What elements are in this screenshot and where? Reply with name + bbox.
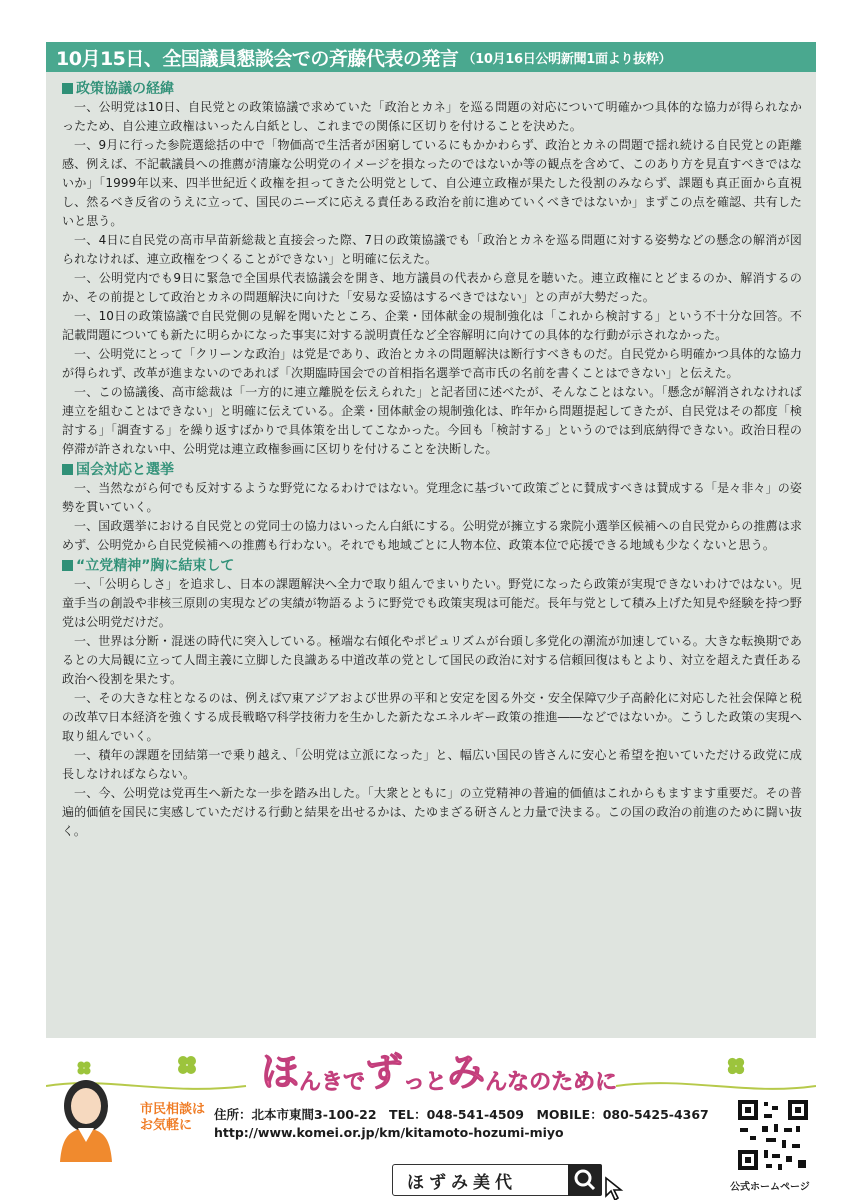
paragraph: 一、国政選挙における自民党との党同士の協力はいったん白紙にする。公明党が擁立する衆院小選挙区候補への自民党からの推薦は求めず、公明党から自民党候補への推薦も行わない。それでも地域ごとに人物本位、政策本位で応援できる地域も少なくないと思う。 [62,519,802,552]
clover-icon [726,1056,746,1076]
paragraph: 一、4日に自民党の高市早苗新総裁と直接会った際、7日の政策協議でも「政治とカネを巡る問題に対する姿勢などの懸念の解消が図られなければ、連立政権をつくることができない」と明確に伝えた。 [62,233,802,266]
header-bar [46,42,816,72]
section-heading: “立党精神”胸に結束して [62,557,802,575]
candidate-illustration [48,1066,138,1162]
square-bullet-icon [62,560,73,571]
page-title: 10月15日、全国議員懇談会での斉藤代表の発言 [56,47,459,70]
square-bullet-icon [62,464,73,475]
paragraph: 一、この協議後、高市総裁は「一方的に連立離脱を伝えられた」と記者団に述べたが、そんなことはない。「懸念が解消されなければ連立を組むことはできない」と明確に伝えている。企業・団体献金の規制強化は、昨年から問題提起してきたが、自民党はその都度「検討する」「調査する」を繰り返すばかりで具体策を出してこなかった。今回も「検討する」というのでは到底納得できない。政治日程の停滞が許されない中、公明党は連立政権参画に区切りを付けることを決断した。 [62,385,802,456]
contact-info [214,1106,709,1142]
paragraph: 一、公明党内でも9日に緊急で全国県代表協議会を開き、地方議員の代表から意見を聴いた。連立政権にとどまるのか、解消するのか、その前提として政治とカネの問題解決に向けた「安易な妥協はするべきではない」との声が大勢だった。 [62,271,802,304]
paragraph: 一、10日の政策協議で自民党側の見解を聞いたところ、企業・団体献金の規制強化は「これから検討する」という不十分な回答。不記載問題についても新たに明らかになった事実に対する説明責任など全容解明に向けての具体的な行動が示されなかった。 [62,309,802,342]
paragraph: 一、その大きな柱となるのは、例えば▽東アジアおよび世界の平和と安定を図る外交・安全保障▽少子高齢化に対応した社会保障と税の改革▽日本経済を強くする成長戦略▽科学技術力を生かした新たなエネルギー政策の推進――などではないか。こうした政策の実現へ取り組んでいく。 [62,691,802,743]
website-link[interactable]: http://www.komei.or.jp/km/kitamoto-hozumi-miyo [214,1125,564,1140]
search-box[interactable]: ほずみ美代 [392,1164,602,1196]
paragraph: 一、積年の課題を団結第一で乗り越え、「公明党は立派になった」と、幅広い国民の皆さんに安心と希望を抱いていただける政党に成長しなければならない。 [62,748,802,781]
square-bullet-icon [62,83,73,94]
article-body [46,72,816,1038]
slogan: ほ んきで ず っと み んなのために [261,1050,618,1095]
search-icon [568,1164,602,1196]
paragraph: 一、公明党にとって「クリーンな政治」は党是であり、政治とカネの問題解決は断行すべきものだ。自民党から明確かつ具体的な協力が得られず、改革が進まないのであれば「次期臨時国会での首相指名選挙で高市氏の名前を書くことはできない」と伝えた。 [62,347,802,380]
paragraph: 一、9月に行った参院選総括の中で「物価高で生活者が困窮しているにもかかわらず、政治とカネの問題で揺れ続ける自民党との距離感、例えば、不記載議員への推薦が清廉な公明党のイメージを損なったのではないか等の観点を含めて、このあり方を見直すべきではないか」「1999年以来、四半世紀近く政権を担ってきた公明党として、自公連立政権が果たした役割のみならず、課題も真正面から直視し、然るべき反省のうえに立って、国民のニーズに応える責任ある政治を前に進めていくべきではないか」まずこの点を確認、共有したいと思う。 [62,138,802,228]
page-subtitle: （10月16日公明新聞1面より抜粋） [462,51,672,67]
cursor-icon [602,1176,628,1200]
paragraph: 一、当然ながら何でも反対するような野党になるわけではない。党理念に基づいて政策ごとに賛成すべきは賛成する「是々非々」の姿勢を貫いていく。 [62,481,802,514]
qr-code[interactable] [736,1098,810,1172]
section-policy [62,80,802,459]
section-heading: 政策協議の経緯 [62,80,802,98]
clover-icon [176,1054,198,1076]
address-line: 住所：北本市東間3-100-22 TEL：048-541-4509 MOBILE：080-5425-4367 [214,1107,709,1122]
section-heading: 国会対応と選挙 [62,461,802,479]
qr-label: 公式ホームページ [730,1182,810,1193]
flyer-page [36,36,826,1193]
paragraph: 一、今、公明党は党再生へ新たな一歩を踏み出した。「大衆とともに」の立党精神の普遍的価値はこれからもますます重要だ。その普遍的価値を国民に実感していただける行動と結果を出せるかは、たゆまざる研さんと力量で決まる。この国の政治の前進のために闘い抜く。 [62,786,802,838]
section-spirit [62,557,802,841]
paragraph: 一、世界は分断・混迷の時代に突入している。極端な右傾化やポピュリズムが台頭し多党化の潮流が加速している。大きな転換期であるとの大局観に立って人間主義に立脚した良識ある中道改革の党として国民の政治に対する信頼回復はもとより、対立を超えた責任ある政治へ役割を果たす。 [62,634,802,686]
paragraph: 一、公明党は10日、自民党との政策協議で求めていた「政治とカネ」を巡る問題の対応について明確かつ具体的な協力が得られなかったため、自公連立政権はいったん白紙とし、これまでの関係に区切りを付けることを決めた。 [62,100,802,133]
section-diet [62,461,802,555]
search-button[interactable] [568,1164,602,1196]
footer [46,1046,816,1193]
paragraph: 一、「公明らしさ」を追求し、日本の課題解決へ全力で取り組んでまいりたい。野党になったら政策が実現できないわけではない。児童手当の創設や非核三原則の実現などの実績が物語るように野党でも政策実現は可能だ。長年与党として積み上げた知見や経験を持つ野党は公明党だけだ。 [62,577,802,629]
consult-note: 市民相談は お気軽に [140,1102,206,1133]
